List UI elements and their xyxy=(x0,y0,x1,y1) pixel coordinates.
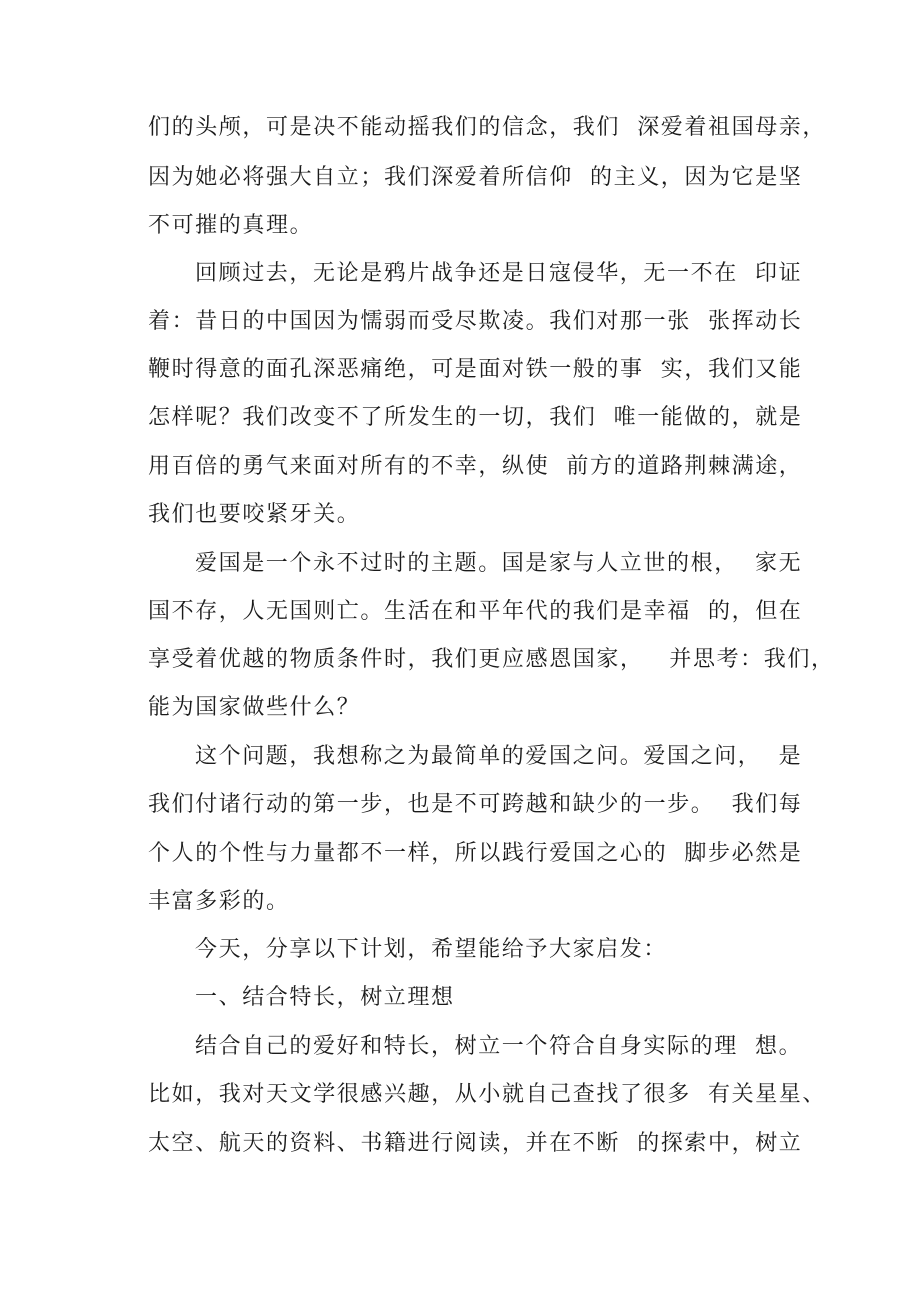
text-line: 个人的个性与力量都不一样，所以践行爱国之心的 脚步必然是 xyxy=(148,841,803,866)
text-line: 不可摧的真理。 xyxy=(148,213,314,238)
text-line: 们的头颅，可是决不能动摇我们的信念，我们 深爱着祖国母亲， xyxy=(148,115,826,140)
text-line: 这个问题，我想称之为最简单的爱国之问。爱国之问， 是 xyxy=(195,744,803,769)
text-line: 鞭时得意的面孔深恶痛绝，可是面对铁一般的事 实，我们又能 xyxy=(148,357,803,382)
text-line: 能为国家做些什么？ xyxy=(148,695,361,720)
text-line: 着：昔日的中国因为懦弱而受尽欺凌。我们对那一张 张挥动长 xyxy=(148,309,803,334)
text-line: 结合自己的爱好和特长，树立一个符合自身实际的理 想。 xyxy=(195,1034,803,1059)
text-line: 比如，我对天文学很感兴趣，从小就自己查找了很多 有关星星、 xyxy=(148,1082,826,1107)
text-line: 我们付诸行动的第一步，也是不可跨越和缺少的一步。 我们每 xyxy=(148,792,803,817)
section-heading: 一、结合特长，树立理想 xyxy=(195,985,455,1010)
text-line: 怎样呢？我们改变不了所发生的一切，我们 唯一能做的，就是 xyxy=(148,405,803,430)
text-line: 丰富多彩的。 xyxy=(148,889,290,914)
text-line: 回顾过去，无论是鸦片战争还是日寇侵华，无一不在 印证 xyxy=(195,261,803,286)
text-line: 国不存，人无国则亡。生活在和平年代的我们是幸福 的，但在 xyxy=(148,599,803,624)
text-line: 因为她必将强大自立；我们深爱着所信仰 的主义，因为它是坚 xyxy=(148,165,803,190)
text-line: 用百倍的勇气来面对所有的不幸，纵使 前方的道路荆棘满途， xyxy=(148,454,803,479)
text-line: 太空、航天的资料、书籍进行阅读，并在不断 的探索中，树立 xyxy=(148,1131,803,1156)
text-line: 享受着优越的物质条件时，我们更应感恩国家， 并思考：我们， xyxy=(148,647,835,672)
text-line: 爱国是一个永不过时的主题。国是家与人立世的根， 家无 xyxy=(195,551,803,576)
text-line: 我们也要咬紧牙关。 xyxy=(148,502,361,527)
text-line: 今天，分享以下计划，希望能给予大家启发： xyxy=(195,937,668,962)
